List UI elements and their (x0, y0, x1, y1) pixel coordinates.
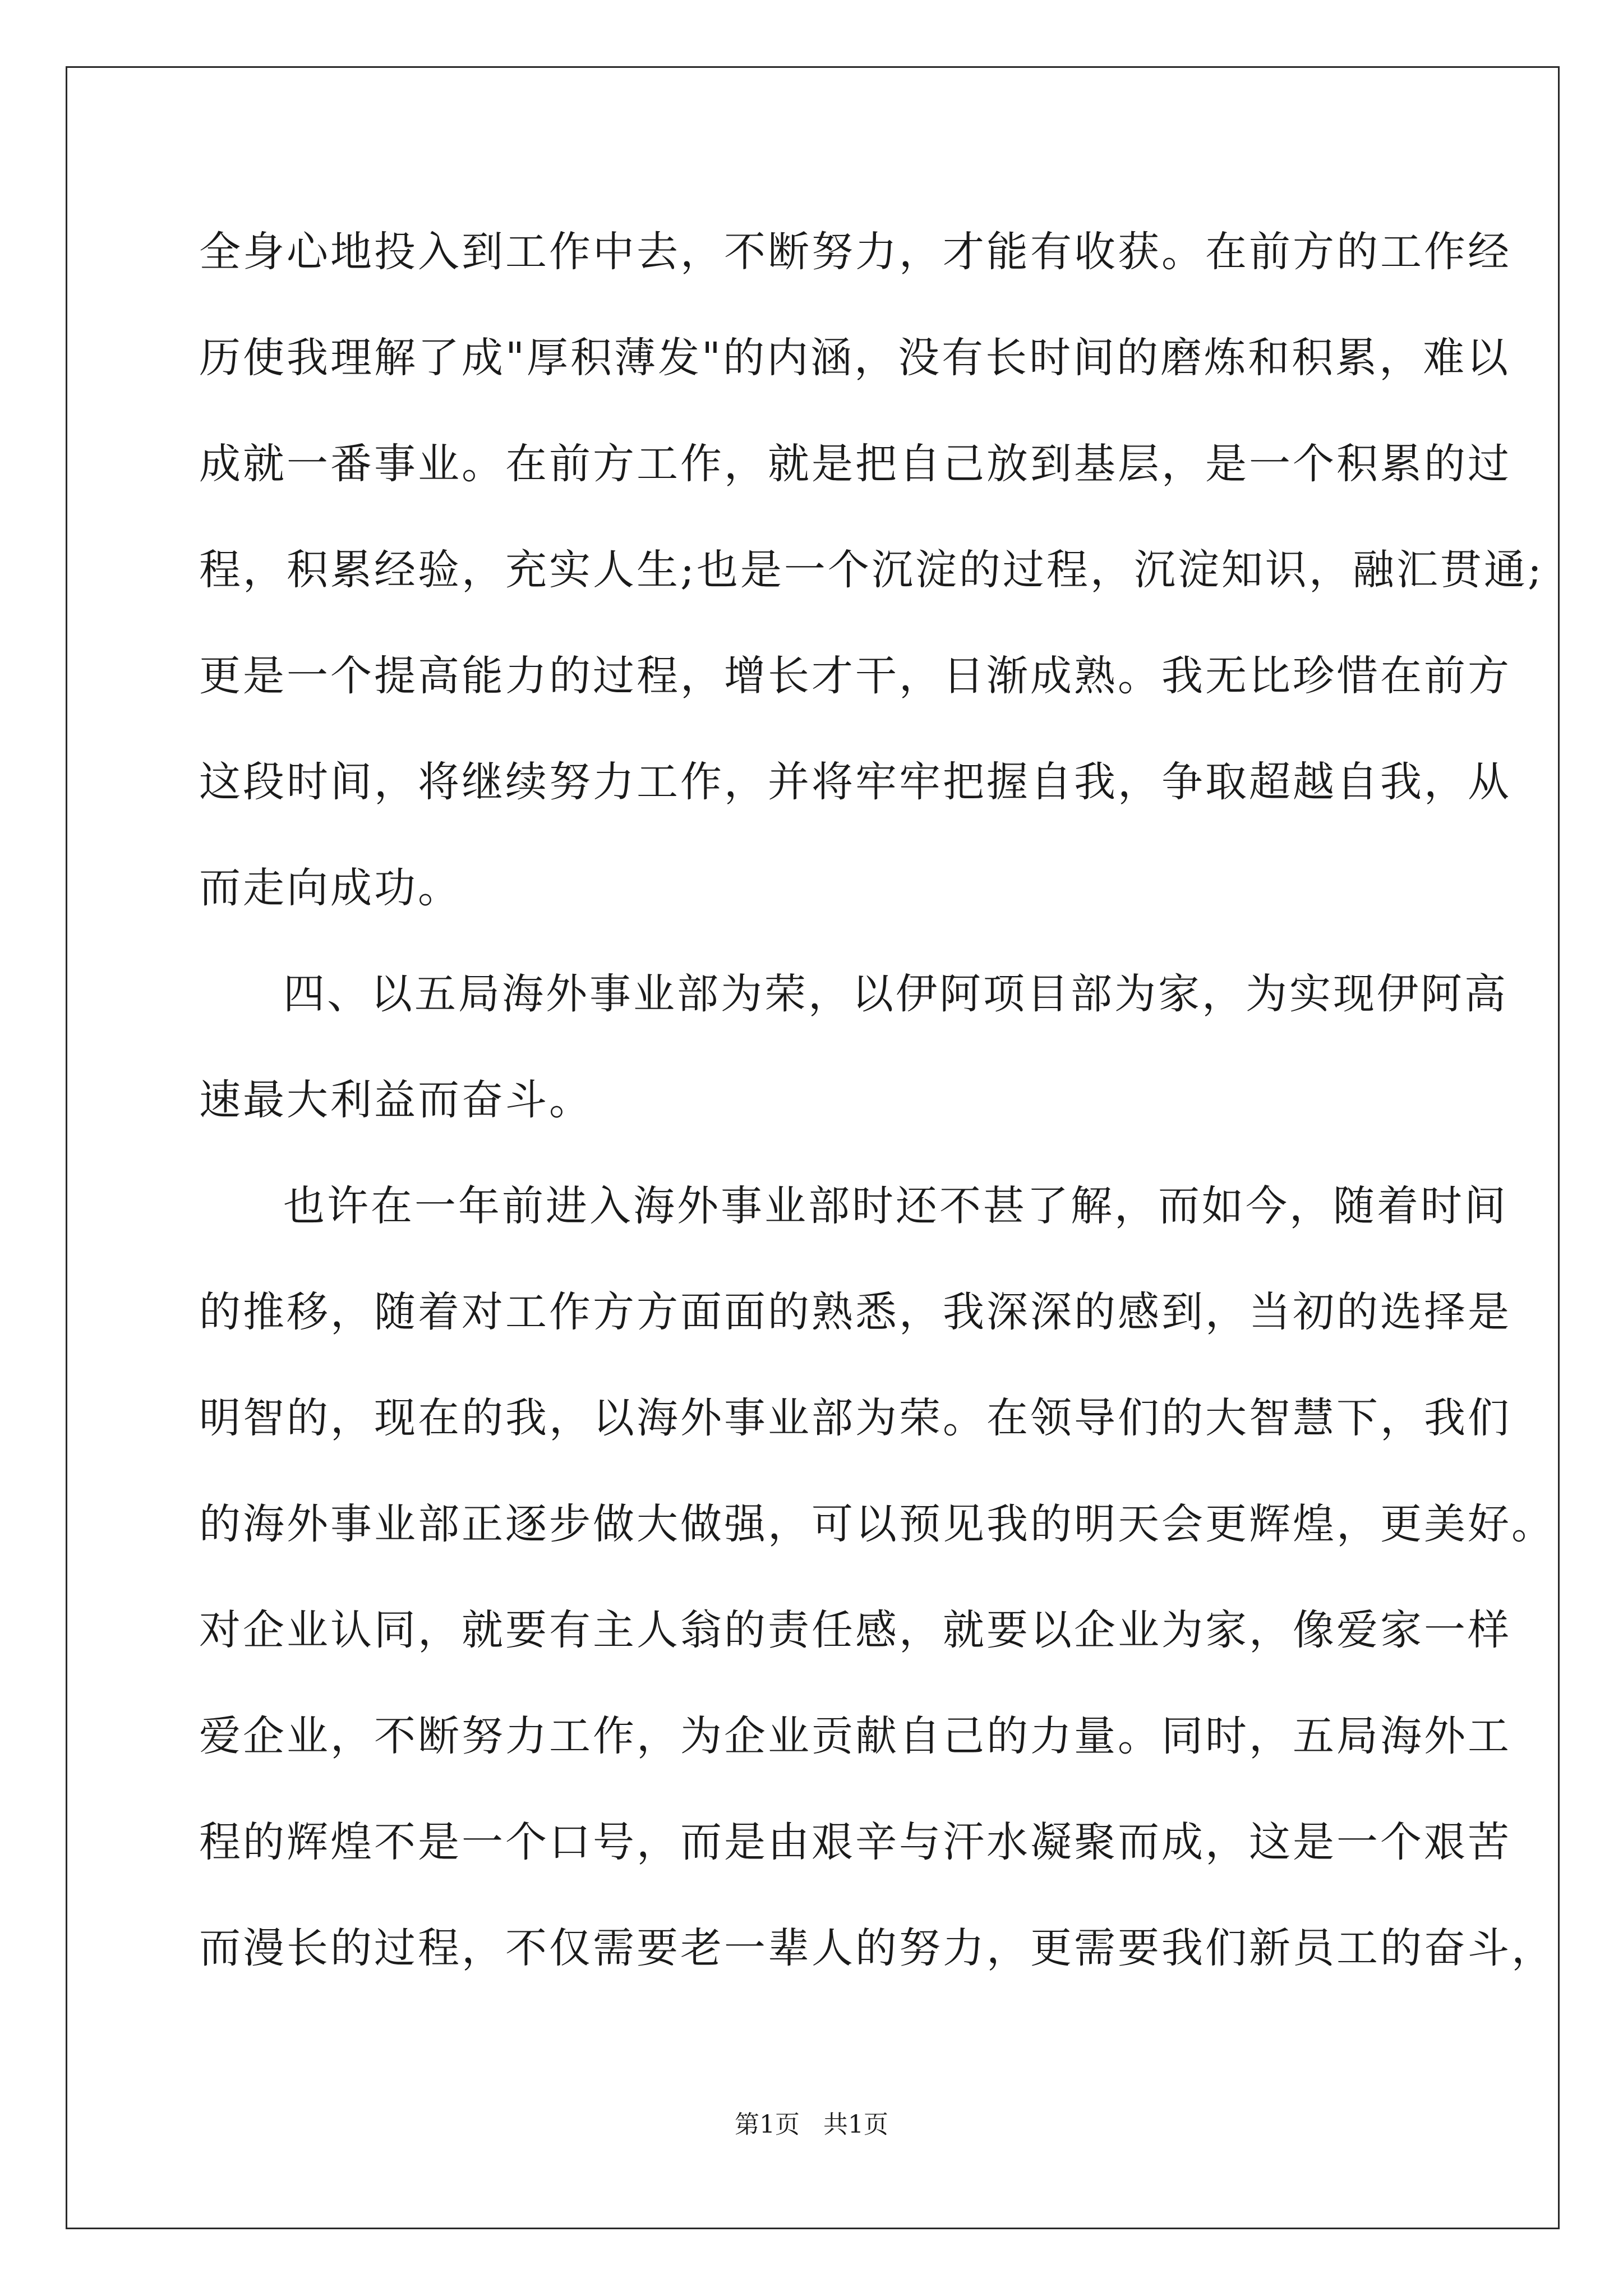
page-number-footer: 第1页 共1页 (735, 2110, 888, 2139)
text-line: 的推移，随着对工作方方面面的熟悉，我深深的感到，当初的选择是 (199, 1288, 1511, 1336)
text-line: 四、以五局海外事业部为荣，以伊阿项目部为家，为实现伊阿高 (283, 970, 1508, 1018)
text-line: 的海外事业部正逐步做大做强，可以预见我的明天会更辉煌，更美好。 (199, 1500, 1555, 1548)
text-line: 历使我理解了成"厚积薄发"的内涵，没有长时间的磨炼和积累，难以 (199, 334, 1511, 382)
text-line: 而走向成功。 (199, 864, 462, 912)
text-line: 爱企业，不断努力工作，为企业贡献自己的力量。同时，五局海外工 (199, 1712, 1511, 1760)
text-line: 全身心地投入到工作中去，不断努力，才能有收获。在前方的工作经 (199, 228, 1511, 276)
text-line: 成就一番事业。在前方工作，就是把自己放到基层，是一个积累的过 (199, 440, 1511, 488)
text-line: 程，积累经验，充实人生;也是一个沉淀的过程，沉淀知识，融汇贯通; (199, 546, 1544, 594)
text-line: 也许在一年前进入海外事业部时还不甚了解，而如今，随着时间 (283, 1182, 1508, 1230)
text-line: 程的辉煌不是一个口号，而是由艰辛与汗水凝聚而成，这是一个艰苦 (199, 1818, 1511, 1866)
text-line: 明智的，现在的我，以海外事业部为荣。在领导们的大智慧下，我们 (199, 1394, 1511, 1442)
text-line: 速最大利益而奋斗。 (199, 1076, 593, 1124)
text-line: 对企业认同，就要有主人翁的责任感，就要以企业为家，像爱家一样 (199, 1606, 1511, 1654)
text-line: 这段时间，将继续努力工作，并将牢牢把握自我，争取超越自我，从 (199, 758, 1511, 806)
text-line: 而漫长的过程，不仅需要老一辈人的努力，更需要我们新员工的奋斗， (199, 1924, 1555, 1972)
text-line: 更是一个提高能力的过程，增长才干，日渐成熟。我无比珍惜在前方 (199, 652, 1511, 700)
document-body (199, 218, 1555, 2021)
